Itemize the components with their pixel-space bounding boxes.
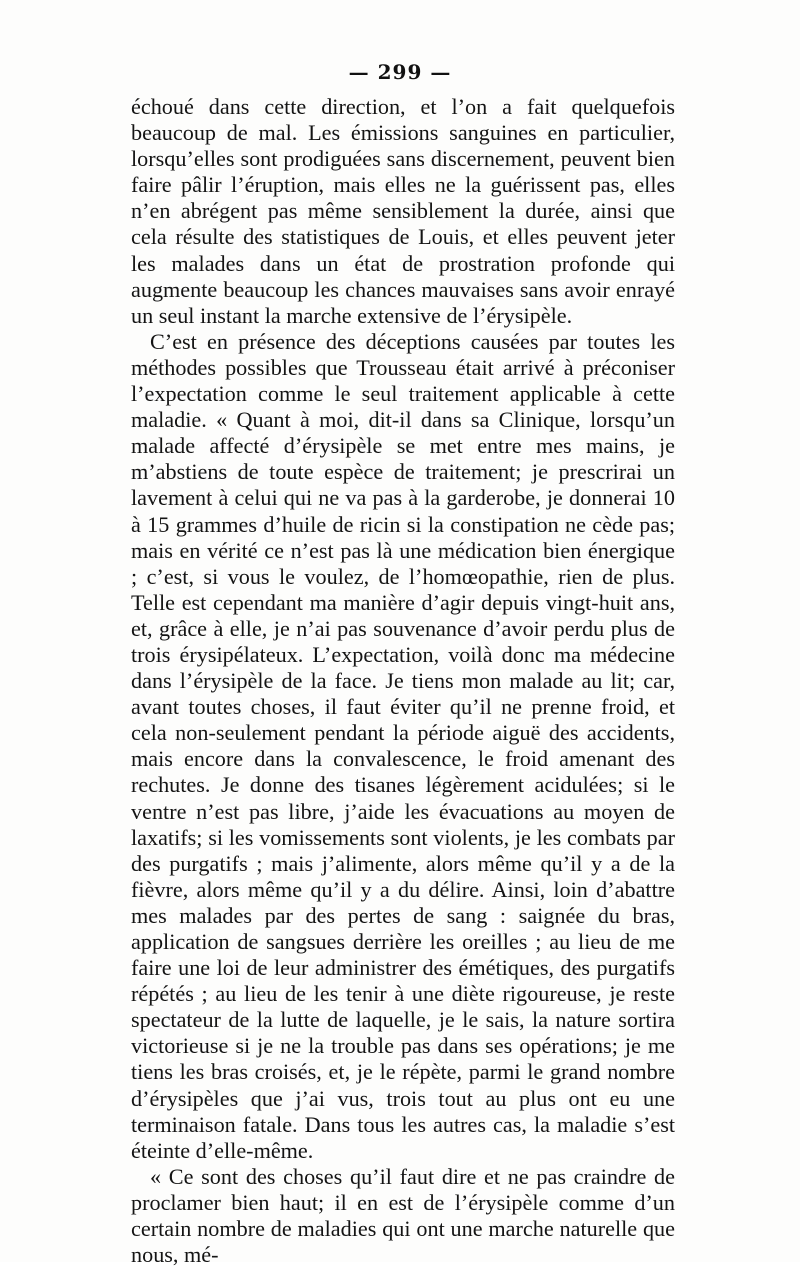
paragraph-2: C’est en présence des déceptions causées par toutes les méthodes possibles que Trousseau était arrivé à préconiser l’expectation comme le seul traitement applicable à cette maladie. « Quant à moi, dit-il dans sa Clinique, lorsqu’un malade affecté d’érysipèle se met entre mes mains, je m’abstiens de toute espèce de traitement; je prescrirai un lavement à celui qui ne va pas à la garderobe, je donnerai 10 à 15 grammes d’huile de ricin si la constipation ne cède pas; mais en vérité ce n’est pas là une médication bien énergique ; c’est, si vous le voulez, de l’homœopathie, rien de plus. Telle est cependant ma manière d’agir depuis vingt-huit ans, et, grâce à elle, je n’ai pas souvenance d’avoir perdu plus de trois érysipélateux. L’expectation, voilà donc ma médecine dans l’érysipèle de la face. Je tiens mon malade au lit; car, avant toutes choses, il faut éviter qu’il ne prenne froid, et cela non-seulement pendant la période aiguë des accidents, mais encore dans la convalescence, le froid amenant des rechutes. Je donne des tisanes légèrement acidulées; si le ventre n’est pas libre, j’aide les évacuations au moyen de laxatifs; si les vomissements sont violents, je les combats par des purgatifs ; mais j’alimente, alors même qu’il y a de la fièvre, alors même qu’il y a du délire. Ainsi, loin d’abattre mes malades par des pertes de sang : saignée du bras, application de sangsues derrière les oreilles ; au lieu de me faire une loi de leur administrer des émétiques, des purgatifs répétés ; au lieu de les tenir à une diète rigoureuse, je reste spectateur de la lutte de laquelle, je le sais, la nature sortira victorieuse si je ne la trouble pas dans ses opérations; je me tiens les bras croisés, et, je le répète, parmi le grand nombre d’érysipèles que j’ai vus, trois tout au plus ont eu une terminaison fatale. Dans tous les autres cas, la maladie s’est éteinte d’elle-même. [131,328,675,1163]
page-number-header: — 299 — [348,60,452,84]
body-text [131,94,675,1268]
paragraph-1: échoué dans cette direction, et l’on a fait quelquefois beaucoup de mal. Les émissions sanguines en particulier, lorsqu’elles sont prodiguées sans discernement, peuvent bien faire pâlir l’éruption, mais elles ne la guérissent pas, elles n’en abrégent pas même sensiblement la durée, ainsi que cela résulte des statistiques de Louis, et elles peuvent jeter les malades dans un état de prostration profonde qui augmente beaucoup les chances mauvaises sans avoir enrayé un seul instant la marche extensive de l’érysipèle. [131,94,675,328]
paragraph-3: « Ce sont des choses qu’il faut dire et ne pas craindre de proclamer bien haut; il en est de l’érysipèle comme d’un certain nombre de maladies qui ont une marche naturelle que nous, mé- [131,1163,675,1268]
